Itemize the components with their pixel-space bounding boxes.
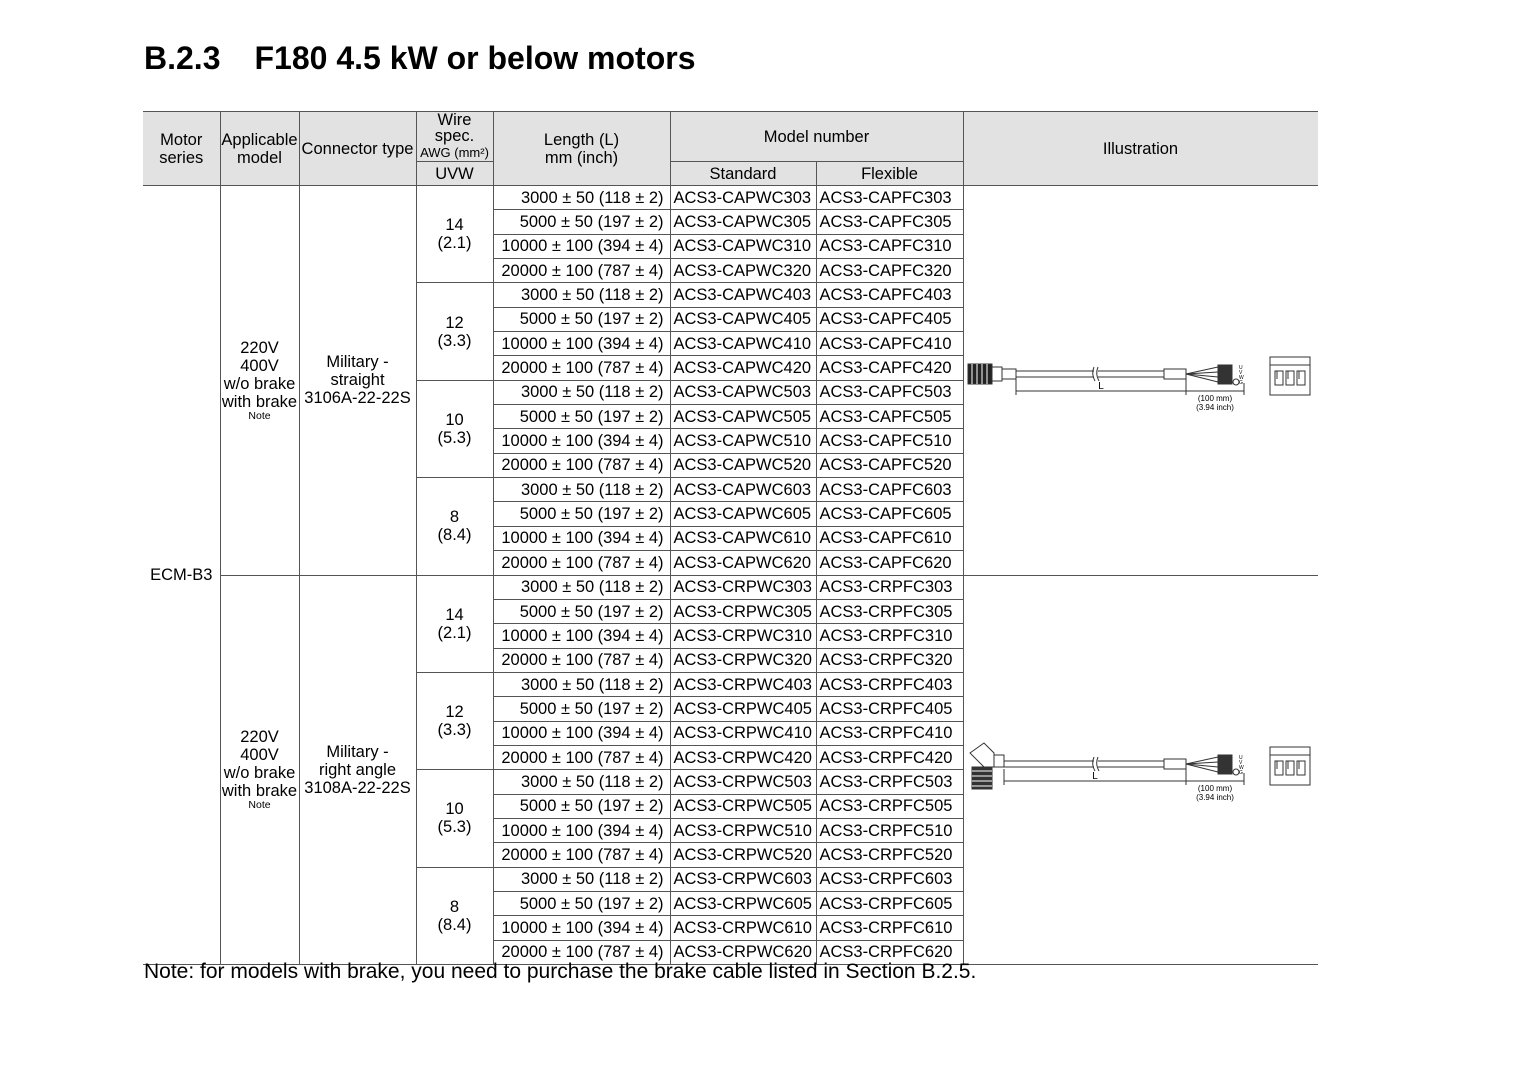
phase-label: G [1238, 380, 1243, 387]
cable-body [1016, 365, 1239, 385]
wire-mm2: (2.1) [437, 623, 472, 642]
wire-awg: 8 [449, 897, 460, 916]
length-cell: 10000 ± 100 (394 ± 4) [493, 818, 670, 842]
standard-model-cell: ACS3-CRPWC520 [670, 843, 816, 867]
connector-type-cell [299, 575, 416, 965]
standard-model-cell: ACS3-CRPWC410 [670, 721, 816, 745]
standard-model-cell: ACS3-CRPWC403 [670, 672, 816, 696]
wire-mm2: (2.1) [437, 234, 472, 253]
wire-mm2: (8.4) [437, 526, 472, 545]
flexible-model-cell: ACS3-CAPFC310 [816, 234, 963, 258]
connector-type-line: Military - [326, 353, 389, 372]
length-label: L [1097, 381, 1104, 393]
wire-spec-cell [416, 283, 493, 380]
length-cell: 10000 ± 100 (394 ± 4) [493, 916, 670, 940]
tail-length-label: (100 mm) [1197, 783, 1232, 793]
standard-model-cell: ACS3-CRPWC505 [670, 794, 816, 818]
phase-label: U [1238, 754, 1243, 761]
flexible-model-cell: ACS3-CRPFC403 [816, 672, 963, 696]
standard-model-cell: ACS3-CAPWC603 [670, 478, 816, 502]
terminal-block-icon [1270, 357, 1310, 395]
terminal-block-icon [1270, 747, 1310, 785]
header-uvw: UVW [416, 162, 493, 186]
applicable-model-line: 400V [240, 356, 279, 375]
flexible-model-cell: ACS3-CRPFC520 [816, 843, 963, 867]
length-cell: 5000 ± 50 (197 ± 2) [493, 307, 670, 331]
header-connector-type: Connector type [299, 112, 416, 186]
phase-label: U [1238, 365, 1243, 372]
wire-awg: 12 [445, 313, 464, 332]
length-cell: 10000 ± 100 (394 ± 4) [493, 624, 670, 648]
standard-model-cell: ACS3-CRPWC603 [670, 867, 816, 891]
length-cell: 10000 ± 100 (394 ± 4) [493, 721, 670, 745]
cable-illustration-straight [964, 345, 1318, 415]
spec-table-body [143, 186, 1318, 965]
standard-model-cell: ACS3-CAPWC520 [670, 453, 816, 477]
wire-spec-cell [416, 575, 493, 672]
right-angle-connector-icon [970, 743, 1004, 789]
length-cell: 20000 ± 100 (787 ± 4) [493, 551, 670, 575]
length-cell: 5000 ± 50 (197 ± 2) [493, 502, 670, 526]
wire-awg: 14 [445, 216, 464, 235]
standard-model-cell: ACS3-CRPWC420 [670, 745, 816, 769]
length-cell: 10000 ± 100 (394 ± 4) [493, 332, 670, 356]
table-row [143, 575, 1318, 599]
length-cell: 20000 ± 100 (787 ± 4) [493, 648, 670, 672]
standard-model-cell: ACS3-CRPWC303 [670, 575, 816, 599]
flexible-model-cell: ACS3-CRPFC505 [816, 794, 963, 818]
note-tag: Note [248, 409, 271, 422]
standard-model-cell: ACS3-CAPWC510 [670, 429, 816, 453]
cable-body [1004, 755, 1239, 775]
flexible-model-cell: ACS3-CAPFC305 [816, 210, 963, 234]
header-illustration: Illustration [963, 112, 1318, 186]
wire-awg: 8 [449, 508, 460, 527]
standard-model-cell: ACS3-CRPWC605 [670, 891, 816, 915]
connector-type-cell [299, 186, 416, 576]
cable-spec-table [143, 111, 1318, 965]
standard-model-cell: ACS3-CAPWC410 [670, 332, 816, 356]
standard-model-cell: ACS3-CAPWC503 [670, 380, 816, 404]
length-cell: 5000 ± 50 (197 ± 2) [493, 794, 670, 818]
length-cell: 20000 ± 100 (787 ± 4) [493, 356, 670, 380]
applicable-model-line: with brake [221, 782, 298, 801]
header-length-label: Length (L) [543, 130, 620, 149]
flexible-model-cell: ACS3-CRPFC320 [816, 648, 963, 672]
standard-model-cell: ACS3-CRPWC405 [670, 697, 816, 721]
tail-length-inch-label: (3.94 inch) [1195, 792, 1234, 802]
header-length-unit: mm (inch) [544, 148, 619, 167]
standard-model-cell: ACS3-CAPWC605 [670, 502, 816, 526]
phase-label: W [1238, 375, 1244, 382]
flexible-model-cell: ACS3-CAPFC510 [816, 429, 963, 453]
header-flexible: Flexible [816, 162, 963, 186]
applicable-model-line: w/o brake [223, 374, 296, 393]
motor-series-cell: ECM-B3 [143, 186, 220, 965]
header-wire-spec-label: Wire spec. [434, 111, 475, 145]
flexible-model-cell: ACS3-CAPFC420 [816, 356, 963, 380]
flexible-model-cell: ACS3-CRPFC420 [816, 745, 963, 769]
length-cell: 3000 ± 50 (118 ± 2) [493, 283, 670, 307]
cable-illustration-right-angle [964, 735, 1318, 805]
length-cell: 20000 ± 100 (787 ± 4) [493, 843, 670, 867]
wire-spec-cell [416, 478, 493, 575]
length-cell: 3000 ± 50 (118 ± 2) [493, 380, 670, 404]
wire-mm2: (8.4) [437, 915, 472, 934]
flexible-model-cell: ACS3-CRPFC610 [816, 916, 963, 940]
standard-model-cell: ACS3-CAPWC320 [670, 259, 816, 283]
length-cell: 5000 ± 50 (197 ± 2) [493, 599, 670, 623]
flexible-model-cell: ACS3-CAPFC303 [816, 186, 963, 210]
standard-model-cell: ACS3-CAPWC620 [670, 551, 816, 575]
illustration-cell [963, 186, 1318, 576]
table-row [143, 186, 1318, 210]
wire-mm2: (3.3) [437, 721, 472, 740]
length-cell: 20000 ± 100 (787 ± 4) [493, 940, 670, 964]
connector-type-line: right angle [318, 760, 397, 779]
section-title: F180 4.5 kW or below motors [254, 40, 696, 76]
flexible-model-cell: ACS3-CAPFC320 [816, 259, 963, 283]
connector-type-line: straight [330, 371, 385, 390]
standard-model-cell: ACS3-CAPWC310 [670, 234, 816, 258]
section-number: B.2.3 [144, 40, 221, 76]
applicable-model-cell [220, 575, 299, 965]
length-cell: 3000 ± 50 (118 ± 2) [493, 672, 670, 696]
wire-awg: 10 [445, 410, 464, 429]
standard-model-cell: ACS3-CAPWC610 [670, 526, 816, 550]
standard-model-cell: ACS3-CRPWC503 [670, 770, 816, 794]
phase-label: V [1238, 759, 1242, 766]
wire-awg: 14 [445, 605, 464, 624]
flexible-model-cell: ACS3-CRPFC405 [816, 697, 963, 721]
applicable-model-line: 220V [240, 728, 279, 747]
length-cell: 5000 ± 50 (197 ± 2) [493, 210, 670, 234]
flexible-model-cell: ACS3-CAPFC505 [816, 405, 963, 429]
footnote: Note: for models with brake, you need to purchase the brake cable listed in Section B.2.5. [144, 960, 977, 983]
phase-label: W [1238, 764, 1244, 771]
straight-connector-icon [968, 364, 1016, 384]
length-cell: 10000 ± 100 (394 ± 4) [493, 234, 670, 258]
flexible-model-cell: ACS3-CAPFC620 [816, 551, 963, 575]
applicable-model-line: with brake [221, 392, 298, 411]
dimension-lines [1004, 769, 1244, 785]
length-cell: 10000 ± 100 (394 ± 4) [493, 526, 670, 550]
flexible-model-cell: ACS3-CRPFC603 [816, 867, 963, 891]
wire-mm2: (5.3) [437, 428, 472, 447]
flexible-model-cell: ACS3-CAPFC503 [816, 380, 963, 404]
length-cell: 3000 ± 50 (118 ± 2) [493, 770, 670, 794]
flexible-model-cell: ACS3-CRPFC305 [816, 599, 963, 623]
flexible-model-cell: ACS3-CAPFC605 [816, 502, 963, 526]
dimension-lines [1016, 379, 1244, 395]
length-cell: 20000 ± 100 (787 ± 4) [493, 259, 670, 283]
length-cell: 3000 ± 50 (118 ± 2) [493, 186, 670, 210]
standard-model-cell: ACS3-CRPWC510 [670, 818, 816, 842]
flexible-model-cell: ACS3-CRPFC620 [816, 940, 963, 964]
flexible-model-cell: ACS3-CAPFC410 [816, 332, 963, 356]
length-cell: 20000 ± 100 (787 ± 4) [493, 453, 670, 477]
wire-spec-cell [416, 186, 493, 283]
length-cell: 5000 ± 50 (197 ± 2) [493, 891, 670, 915]
length-cell: 20000 ± 100 (787 ± 4) [493, 745, 670, 769]
standard-model-cell: ACS3-CRPWC610 [670, 916, 816, 940]
flexible-model-cell: ACS3-CRPFC410 [816, 721, 963, 745]
applicable-model-line: 400V [240, 746, 279, 765]
applicable-model-line: 220V [240, 338, 279, 357]
flexible-model-cell: ACS3-CAPFC405 [816, 307, 963, 331]
applicable-model-cell [220, 186, 299, 576]
wire-mm2: (5.3) [437, 818, 472, 837]
phase-label: V [1238, 370, 1242, 377]
standard-model-cell: ACS3-CAPWC420 [670, 356, 816, 380]
connector-type-line: Military - [326, 742, 389, 761]
standard-model-cell: ACS3-CRPWC310 [670, 624, 816, 648]
standard-model-cell: ACS3-CAPWC305 [670, 210, 816, 234]
length-cell: 3000 ± 50 (118 ± 2) [493, 478, 670, 502]
standard-model-cell: ACS3-CRPWC620 [670, 940, 816, 964]
applicable-model-line: w/o brake [223, 764, 296, 783]
standard-model-cell: ACS3-CAPWC505 [670, 405, 816, 429]
flexible-model-cell: ACS3-CAPFC610 [816, 526, 963, 550]
header-model-number: Model number [670, 112, 963, 162]
header-wire-spec-unit: AWG (mm²) [420, 145, 489, 160]
length-cell: 5000 ± 50 (197 ± 2) [493, 405, 670, 429]
length-label: L [1091, 770, 1098, 782]
standard-model-cell: ACS3-CAPWC403 [670, 283, 816, 307]
header-length [493, 112, 670, 186]
flexible-model-cell: ACS3-CRPFC503 [816, 770, 963, 794]
standard-model-cell: ACS3-CRPWC305 [670, 599, 816, 623]
flexible-model-cell: ACS3-CAPFC403 [816, 283, 963, 307]
standard-model-cell: ACS3-CAPWC405 [670, 307, 816, 331]
header-motor-series: Motor series [143, 112, 220, 186]
wire-spec-cell [416, 770, 493, 867]
wire-awg: 10 [445, 800, 464, 819]
flexible-model-cell: ACS3-CAPFC520 [816, 453, 963, 477]
length-cell: 3000 ± 50 (118 ± 2) [493, 867, 670, 891]
tail-length-inch-label: (3.94 inch) [1195, 403, 1234, 413]
connector-type-line: 3106A-22-22S [304, 389, 411, 408]
standard-model-cell: ACS3-CAPWC303 [670, 186, 816, 210]
section-heading [144, 40, 695, 77]
tail-length-label: (100 mm) [1197, 394, 1232, 404]
header-wire-spec [416, 112, 493, 162]
flexible-model-cell: ACS3-CRPFC310 [816, 624, 963, 648]
flexible-model-cell: ACS3-CAPFC603 [816, 478, 963, 502]
illustration-cell [963, 575, 1318, 965]
flexible-model-cell: ACS3-CRPFC510 [816, 818, 963, 842]
phase-label: G [1238, 769, 1243, 776]
length-cell: 3000 ± 50 (118 ± 2) [493, 575, 670, 599]
note-tag: Note [248, 799, 271, 812]
length-cell: 10000 ± 100 (394 ± 4) [493, 429, 670, 453]
wire-spec-cell [416, 380, 493, 477]
wire-mm2: (3.3) [437, 331, 472, 350]
flexible-model-cell: ACS3-CRPFC303 [816, 575, 963, 599]
header-applicable-model: Applicable model [220, 112, 299, 186]
wire-spec-cell [416, 672, 493, 769]
flexible-model-cell: ACS3-CRPFC605 [816, 891, 963, 915]
header-standard: Standard [670, 162, 816, 186]
connector-type-line: 3108A-22-22S [304, 778, 411, 797]
length-cell: 5000 ± 50 (197 ± 2) [493, 697, 670, 721]
wire-awg: 12 [445, 703, 464, 722]
standard-model-cell: ACS3-CRPWC320 [670, 648, 816, 672]
wire-spec-cell [416, 867, 493, 964]
